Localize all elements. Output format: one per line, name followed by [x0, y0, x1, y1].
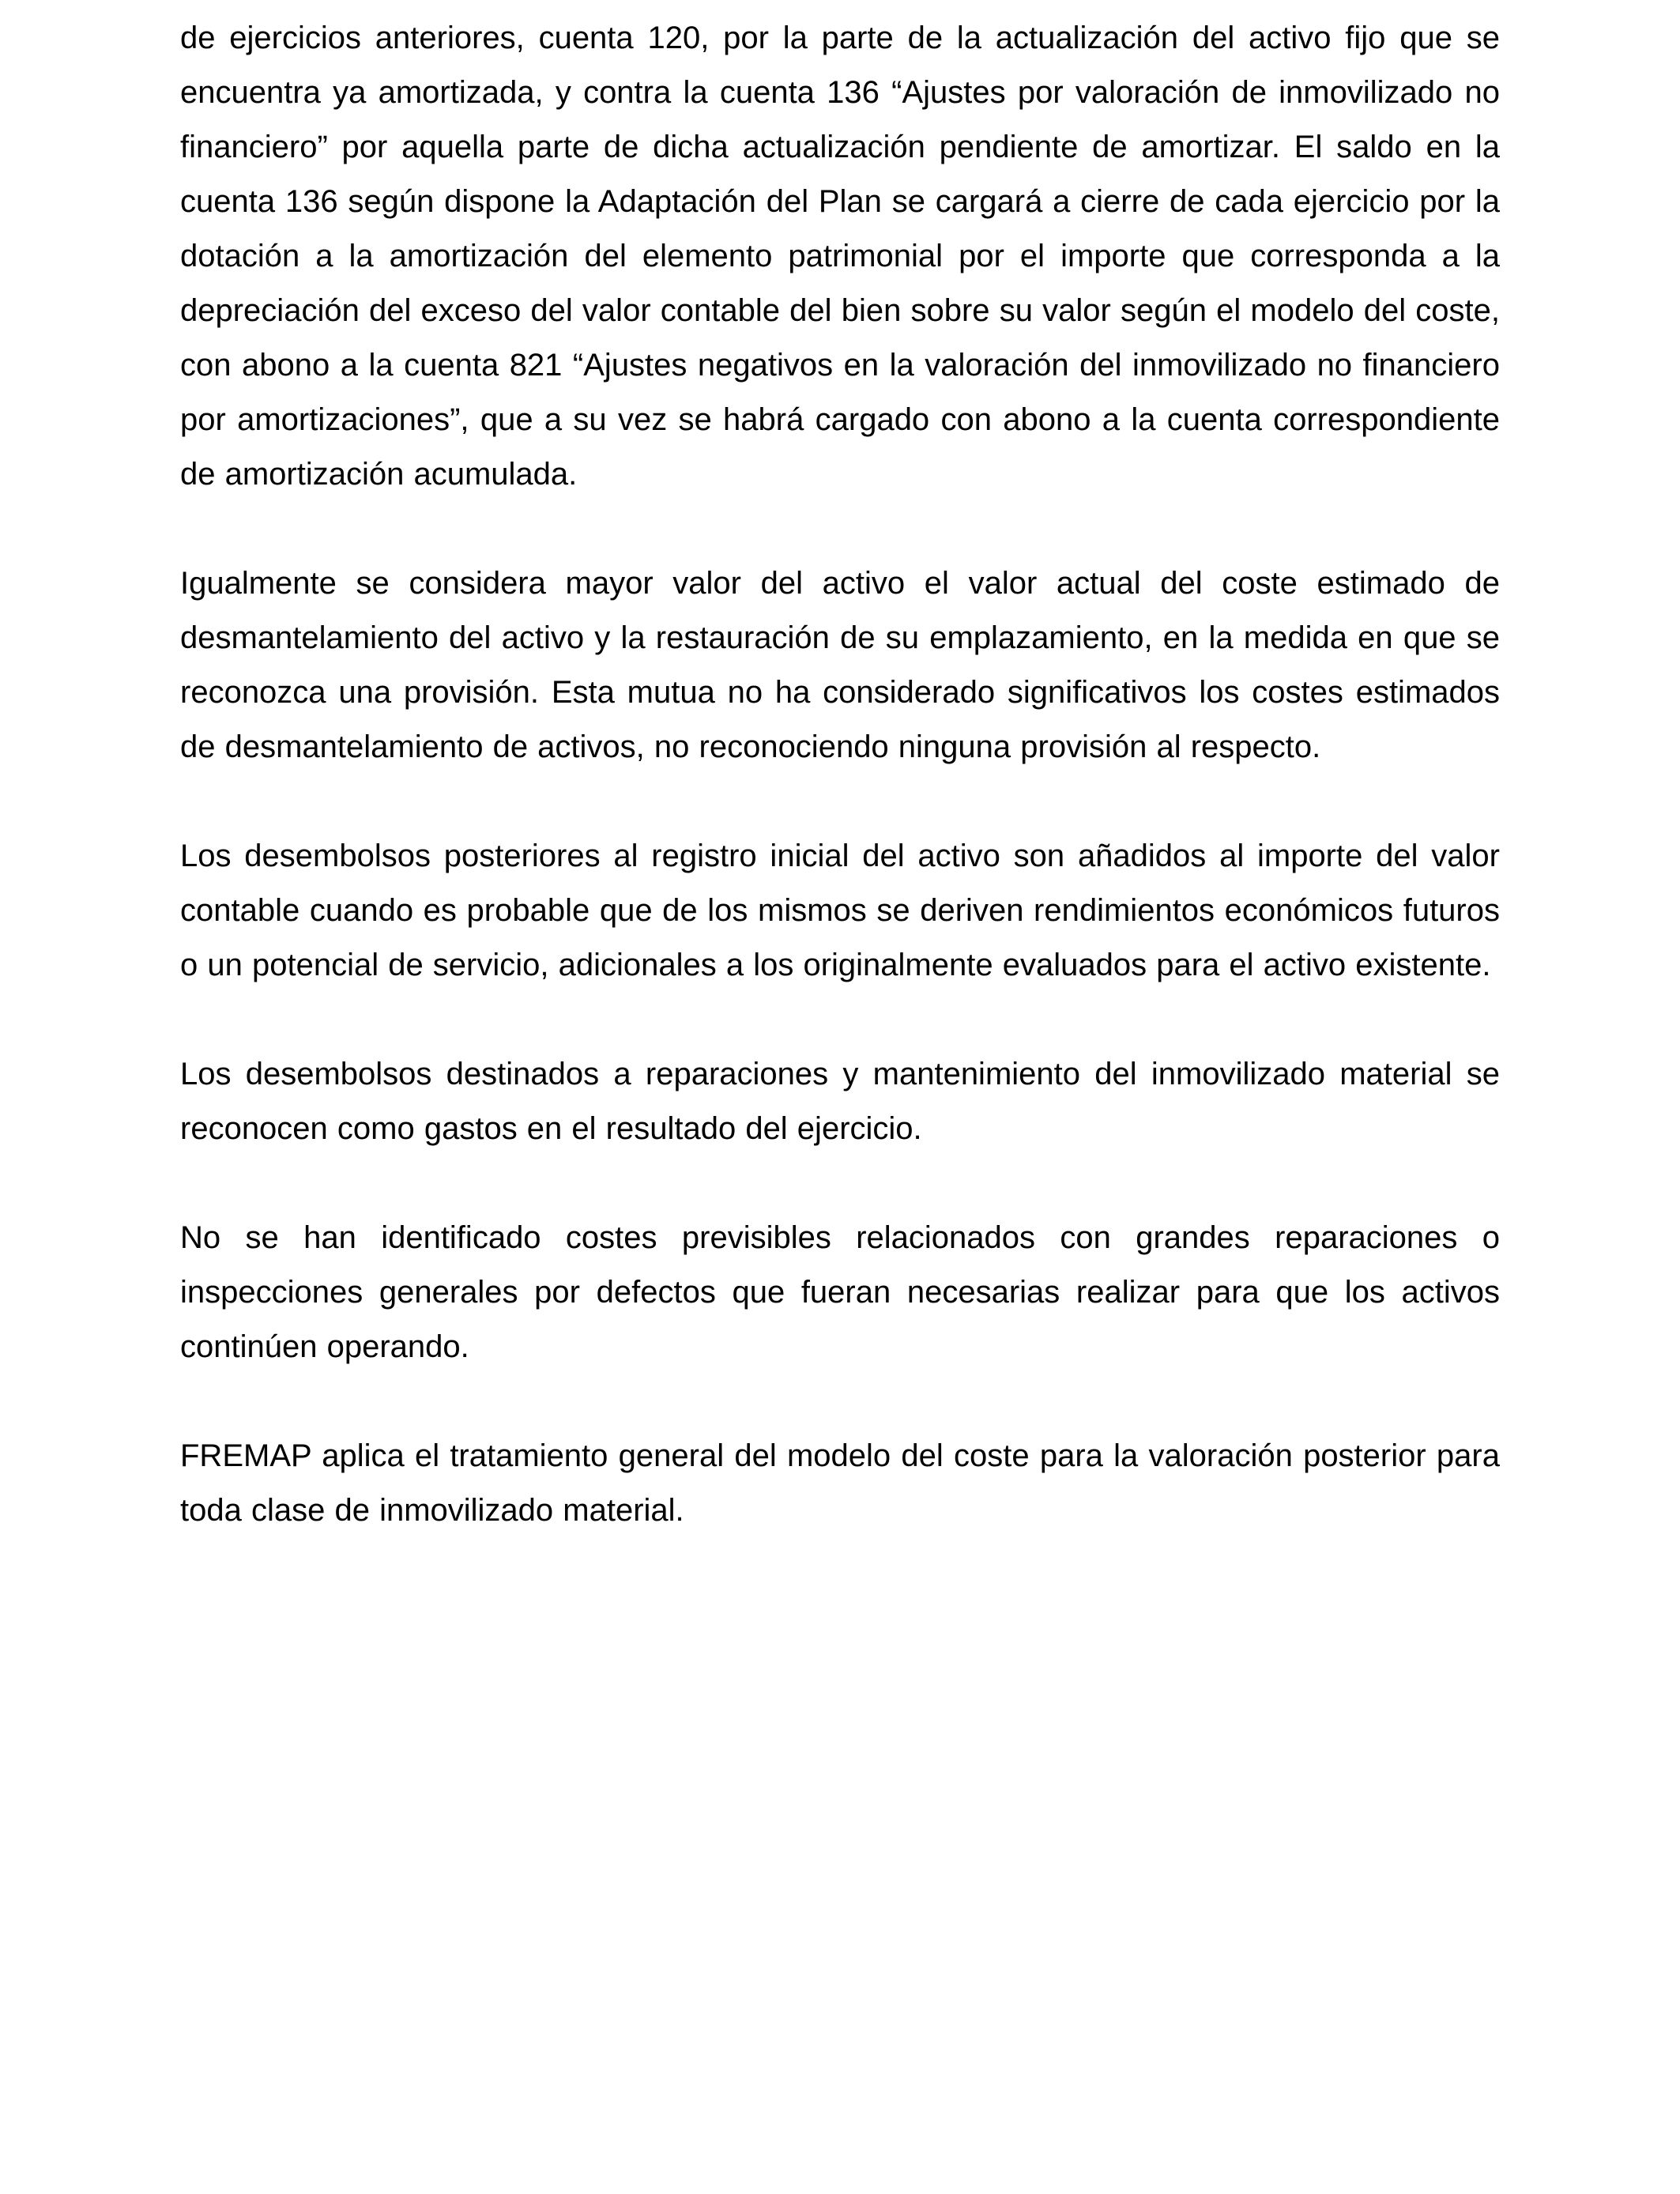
paragraph-3: Los desembolsos posteriores al registro inicial del activo son añadidos al importe del valor contable cuando es probable que de los mismos se deriven rendimientos económicos futuros o un potencial de servicio, adicionales a los originalmente evaluados para el activo existente.: [180, 839, 1500, 982]
paragraph-2: Igualmente se considera mayor valor del activo el valor actual del coste estimado de desmantelamiento del activo y la restauración de su emplazamiento, en la medida en que se reconozca una provisión. Esta mutua no ha considerado significativos los costes estimados de desmantelamiento de activos, no reconociendo ninguna provisión al respecto.: [180, 566, 1500, 764]
paragraph-6: FREMAP aplica el tratamiento general del modelo del coste para la valoración posterior para toda clase de inmovilizado material.: [180, 1438, 1500, 1528]
paragraph-1: de ejercicios anteriores, cuenta 120, por la parte de la actualización del activo fijo que se encuentra ya amortizada, y contra la cuenta 136 “Ajustes por valoración de inmovilizado no financiero” por aquella parte de dicha actualización pendiente de amortizar. El saldo en la cuenta 136 según dispone la Adaptación del Plan se cargará a cierre de cada ejercicio por la dotación a la amortización del elemento patrimonial por el importe que corresponda a la depreciación del exceso del valor contable del bien sobre su valor según el modelo del coste, con abono a la cuenta 821 “Ajustes negativos en la valoración del inmovilizado no financiero por amortizaciones”, que a su vez se habrá cargado con abono a la cuenta correspondiente de amortización acumulada.: [180, 21, 1500, 492]
paragraph-5: No se han identificado costes previsibles relacionados con grandes reparaciones o inspecciones generales por defectos que fueran necesarias realizar para que los activos continúen operando.: [180, 1220, 1500, 1364]
paragraph-4: Los desembolsos destinados a reparaciones y mantenimiento del inmovilizado material se reconocen como gastos en el resultado del ejercicio.: [180, 1057, 1500, 1146]
